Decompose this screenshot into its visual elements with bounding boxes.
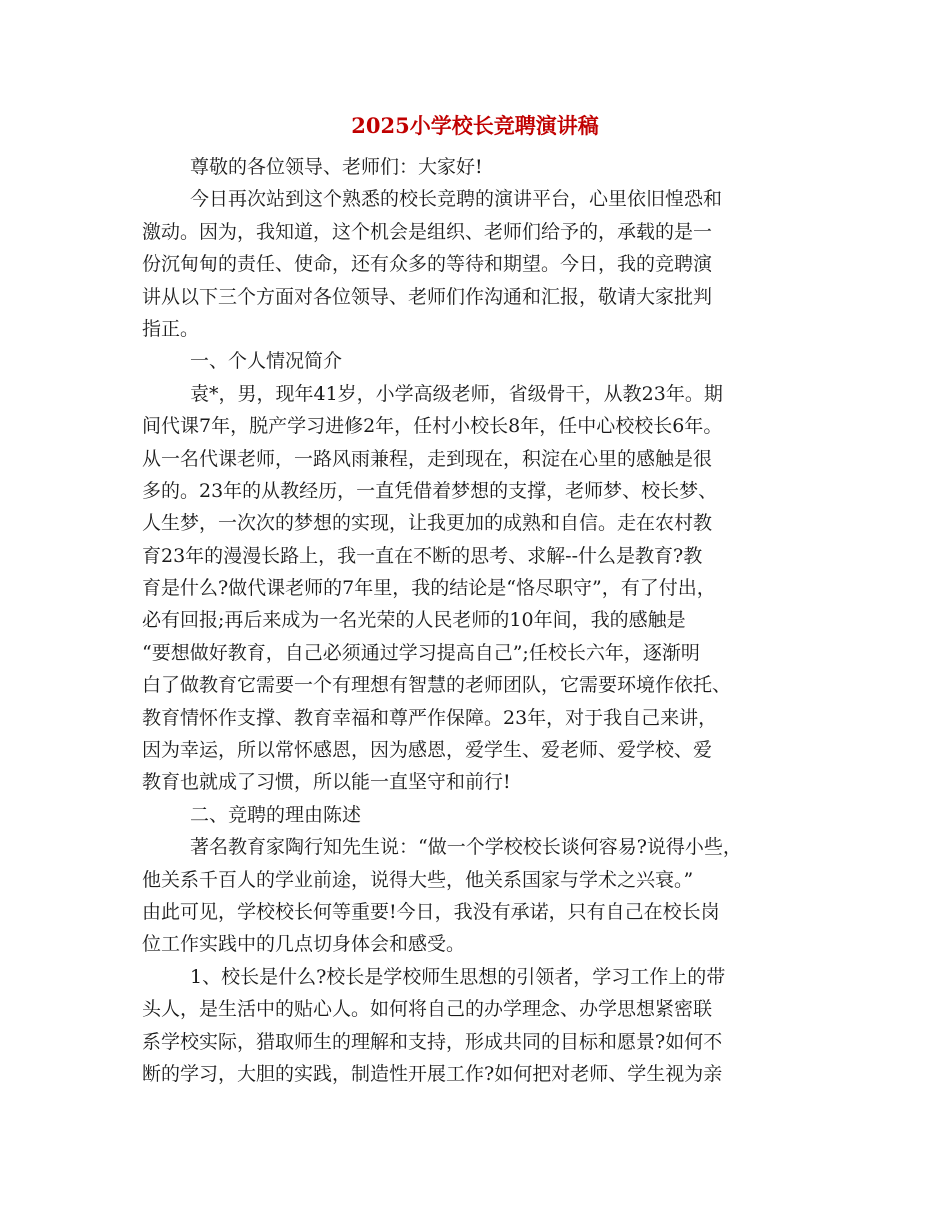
text-line: 二、竞聘的理由陈述 xyxy=(190,803,362,826)
text-line: 教育也就成了习惯，所以能一直坚守和前行! xyxy=(142,771,511,794)
text-line: 激动。因为，我知道，这个机会是组织、老师们给予的，承载的是一 xyxy=(142,220,713,243)
text-line: 从一名代课老师，一路风雨兼程，走到现在，积淀在心里的感触是很 xyxy=(142,447,713,470)
text-line: 袁*，男，现年41岁，小学高级老师，省级骨干，从教23年。期 xyxy=(190,382,723,405)
text-line: 讲从以下三个方面对各位领导、老师们作沟通和汇报，敬请大家批判 xyxy=(142,285,713,308)
text-line: 由此可见，学校校长何等重要!今日，我没有承诺，只有自己在校长岗 xyxy=(142,900,720,923)
text-line: 1、校长是什么?校长是学校师生思想的引领者，学习工作上的带 xyxy=(190,965,726,988)
text-line: 今日再次站到这个熟悉的校长竞聘的演讲平台，心里依旧惶恐和 xyxy=(190,188,723,211)
text-line: 教育情怀作支撑、教育幸福和尊严作保障。23年，对于我自己来讲， xyxy=(142,706,718,729)
text-line: 系学校实际，猎取师生的理解和支持，形成共同的目标和愿景?如何不 xyxy=(142,1030,723,1053)
text-line: 育23年的漫漫长路上，我一直在不断的思考、求解--什么是教育?教 xyxy=(142,544,703,567)
text-line: 人生梦，一次次的梦想的实现，让我更加的成熟和自信。走在农村教 xyxy=(142,512,713,535)
text-line: 尊敬的各位领导、老师们：大家好! xyxy=(190,156,483,178)
text-line: 头人，是生活中的贴心人。如何将自己的办学理念、办学思想紧密联 xyxy=(142,998,713,1021)
text-line: 一、个人情况简介 xyxy=(190,350,343,373)
text-line: 育是什么?做代课老师的7年里，我的结论是“恪尽职守”，有了付出， xyxy=(142,577,716,600)
text-line: 份沉甸甸的责任、使命，还有众多的等待和期望。今日，我的竞聘演 xyxy=(142,253,713,276)
text-line: 因为幸运，所以常怀感恩，因为感恩，爱学生、爱老师、爱学校、爱 xyxy=(142,739,713,762)
text-line: 必有回报;再后来成为一名光荣的人民老师的10年间，我的感触是 xyxy=(142,609,686,632)
text-line: 白了做教育它需要一个有理想有智慧的老师团队，它需要环境作依托、 xyxy=(142,674,732,697)
text-line: “要想做好教育，自己必须通过学习提高自己”;任校长六年，逐渐明 xyxy=(142,641,700,664)
text-line: 多的。23年的从教经历，一直凭借着梦想的支撑，老师梦、校长梦、 xyxy=(142,479,718,502)
document-title: 2025小学校长竞聘演讲稿 xyxy=(351,113,599,138)
document-body xyxy=(142,151,832,1090)
text-line: 指正。 xyxy=(142,317,200,340)
text-line: 位工作实践中的几点切身体会和感受。 xyxy=(142,933,466,956)
text-line: 他关系千百人的学业前途，说得大些，他关系国家与学术之兴衰。” xyxy=(142,868,694,891)
text-line: 间代课7年，脱产学习进修2年，任村小校长8年，任中心校校长6年。 xyxy=(142,415,723,438)
text-line: 断的学习，大胆的实践，制造性开展工作?如何把对老师、学生视为亲 xyxy=(142,1062,723,1085)
text-line: 著名教育家陶行知先生说：“做一个学校校长谈何容易?说得小些， xyxy=(190,836,742,859)
